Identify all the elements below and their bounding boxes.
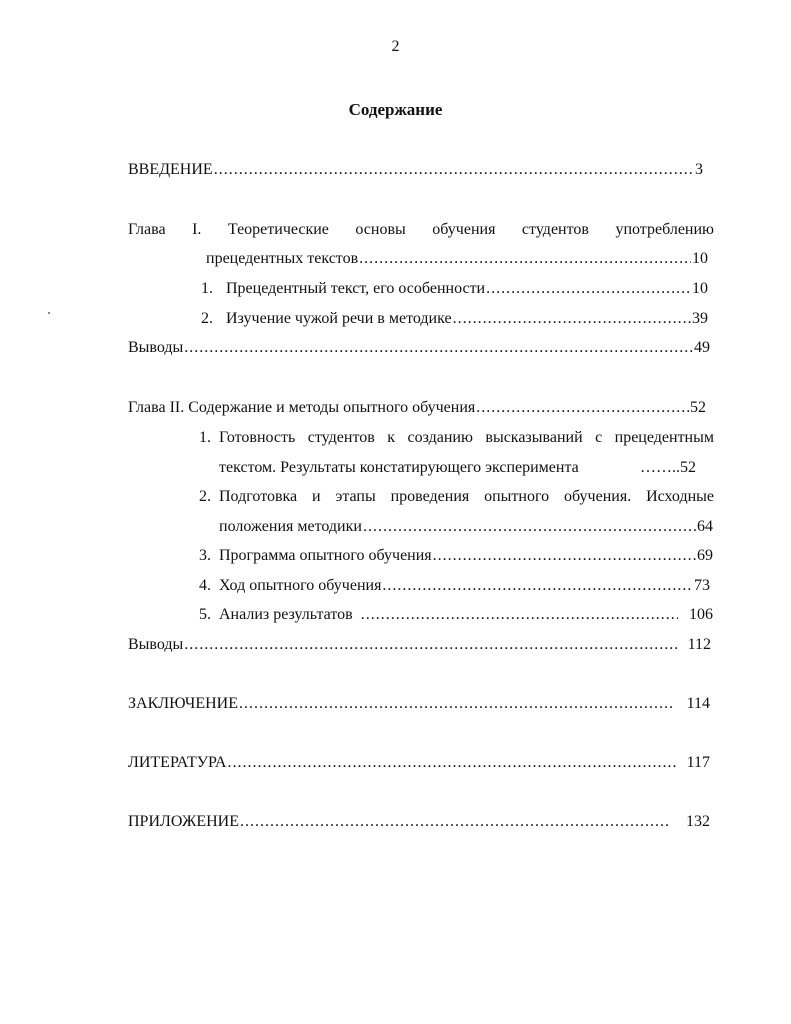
toc-item-number: 1. <box>201 280 213 297</box>
toc-entry-page: 64 <box>697 518 713 535</box>
toc-entry-label: Выводы <box>128 636 184 653</box>
toc-entry-appendix <box>128 812 710 832</box>
toc-entry-page: 52 <box>690 399 706 416</box>
toc-entry-page: 132 <box>686 813 710 830</box>
toc-entry-page: 73 <box>694 577 710 594</box>
toc-entry-label: Глава II. Содержание и методы опытного обучения <box>128 399 476 416</box>
dot-leader <box>382 576 693 596</box>
dot-leader <box>214 160 694 180</box>
dot-leader <box>486 279 691 299</box>
dot-leader <box>227 753 675 773</box>
toc-chapter2-conclusions <box>128 635 711 655</box>
toc-chapter1-title-line2 <box>206 249 708 269</box>
toc-chapter2-item-5 <box>219 605 713 625</box>
dot-leader <box>240 812 671 832</box>
toc-entry-conclusion <box>128 694 710 714</box>
toc-entry-label: Выводы <box>128 339 184 356</box>
toc-entry-label: положения методики <box>219 518 362 535</box>
toc-chapter2-item-1-line1: Готовность студентов к созданию высказываний с прецедентным <box>219 429 714 446</box>
toc-entry-label: ВВЕДЕНИЕ <box>128 161 213 178</box>
page-number: 2 <box>391 38 400 55</box>
dot-leader <box>359 249 691 269</box>
dot-leader <box>184 635 676 655</box>
toc-chapter2-item-4 <box>219 576 710 596</box>
dot-leader <box>363 517 696 537</box>
toc-entry-label: ЗАКЛЮЧЕНИЕ <box>128 695 238 712</box>
dot-leader <box>453 309 691 329</box>
toc-entry-label: Ход опытного обучения <box>219 577 382 594</box>
toc-entry-page: 106 <box>689 606 713 623</box>
toc-entry-page: 114 <box>686 695 710 712</box>
toc-chapter1-conclusions <box>128 338 710 358</box>
toc-entry-label: прецедентных текстов <box>206 250 359 267</box>
toc-entry-page: ……..52 <box>640 459 696 476</box>
dot-leader <box>239 694 672 714</box>
toc-item-number: 5. <box>199 606 211 623</box>
toc-entry-literature <box>128 753 710 773</box>
toc-entry-label: Программа опытного обучения <box>219 547 432 564</box>
toc-entry-intro <box>128 160 703 180</box>
toc-chapter2-item-2-line2 <box>219 517 713 537</box>
toc-item-number: 3. <box>199 547 211 564</box>
toc-entry-page: 39 <box>692 310 708 327</box>
scan-speck <box>48 312 50 314</box>
toc-chapter2-heading <box>128 398 706 418</box>
toc-entry-label: Прецедентный текст, его особенности <box>226 280 486 297</box>
toc-entry-page: 112 <box>687 636 711 653</box>
dot-leader <box>184 338 693 358</box>
dot-leader <box>361 605 678 625</box>
toc-item-number: 2. <box>201 310 213 327</box>
toc-entry-page: 49 <box>694 339 710 356</box>
toc-item-number: 2. <box>199 488 211 505</box>
toc-entry-page: 117 <box>686 754 710 771</box>
page-title: Содержание <box>348 100 443 119</box>
toc-entry-label: Изучение чужой речи в методике <box>226 310 452 327</box>
toc-item-number: 1. <box>199 429 211 446</box>
toc-chapter1-item-1 <box>226 279 708 299</box>
toc-entry-page: 10 <box>692 280 708 297</box>
toc-chapter1-title-line1: Глава I. Теоретические основы обучения студентов употреблению <box>128 221 714 238</box>
toc-chapter2-item-2-line1: Подготовка и этапы проведения опытного обучения. Исходные <box>219 488 714 505</box>
toc-item-number: 4. <box>199 577 211 594</box>
toc-chapter1-item-2 <box>226 309 708 329</box>
toc-entry-label: Анализ результатов <box>219 606 353 623</box>
dot-leader <box>476 398 689 418</box>
toc-chapter2-item-3 <box>219 546 713 566</box>
toc-entry-page: 69 <box>697 547 713 564</box>
dot-leader <box>433 546 696 566</box>
toc-entry-page: 10 <box>692 250 708 267</box>
toc-entry-label: ЛИТЕРАТУРА <box>128 754 227 771</box>
toc-chapter2-item-1-line2: текстом. Результаты констатирующего эксперимента <box>219 459 579 476</box>
toc-entry-page: 3 <box>695 161 703 178</box>
toc-entry-label: ПРИЛОЖЕНИЕ <box>128 813 240 830</box>
